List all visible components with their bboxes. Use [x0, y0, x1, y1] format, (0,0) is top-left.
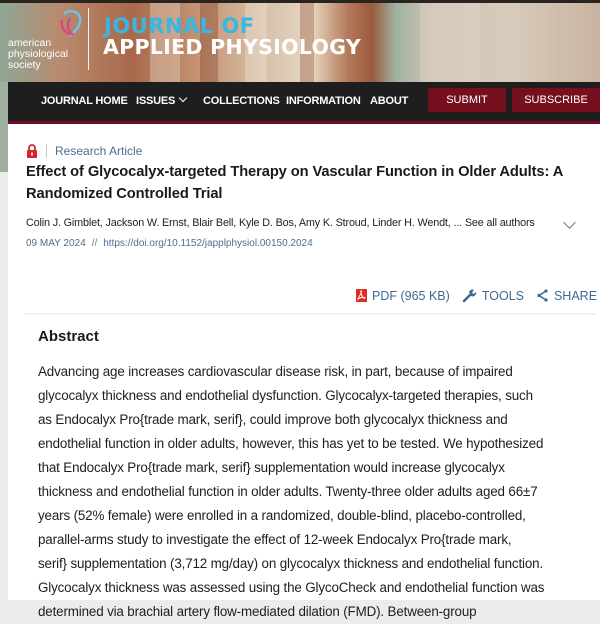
pdf-icon	[356, 289, 367, 302]
nav-issues[interactable]	[136, 95, 186, 107]
wrench-icon	[462, 288, 477, 303]
abstract-line: years (52% female) were enrolled in a randomized, double-blind, placebo-controlled,	[38, 508, 526, 523]
banner-art	[420, 0, 480, 82]
chevron-down-icon[interactable]	[563, 216, 576, 229]
nav-collections[interactable]: COLLECTIONS	[203, 95, 280, 107]
society-logo[interactable]	[8, 8, 88, 74]
abstract-text	[38, 360, 598, 624]
abstract-line: parallel-arms study to investigate the effect of 12-week Endocalyx Pro{trade mark,	[38, 532, 512, 547]
journal-title-line2[interactable]: APPLIED PHYSIOLOGY	[103, 35, 361, 59]
tools-label: TOOLS	[481, 288, 524, 303]
journal-banner	[0, 0, 600, 82]
abstract-line: Advancing age increases cardiovascular disease risk, in part, because of impaired	[38, 364, 513, 379]
abstract-line: as Endocalyx Pro{trade mark, serif}, could improve both glycocalyx thickness and	[38, 412, 508, 427]
lock-icon	[26, 144, 38, 158]
abstract-heading: Abstract	[38, 328, 99, 345]
subscribe-button[interactable]: SUBSCRIBE	[512, 88, 600, 112]
share-button[interactable]	[536, 289, 597, 303]
chevron-down-icon	[179, 94, 187, 102]
pdf-button[interactable]	[356, 289, 450, 303]
abstract-line: that Endocalyx Pro{trade mark, serif} supplementation would increase glycocalyx	[38, 460, 505, 475]
article-type-row	[26, 144, 142, 158]
meta-separator: //	[91, 238, 98, 249]
author-list[interactable]: Colin J. Gimblet, Jackson W. Ernst, Blair Bell, Kyle D. Bos, Amy K. Stroud, Linder H. Wendt, ... See all authors	[26, 217, 535, 229]
article-type-label[interactable]: Research Article	[55, 144, 143, 158]
nav-issues-label: ISSUES	[136, 95, 176, 107]
tools-button[interactable]	[462, 288, 524, 303]
society-name-line: american	[8, 37, 52, 49]
abstract-line: endothelial function in older adults, however, this has yet to be tested. We hypothesized	[38, 436, 544, 451]
share-label: SHARE	[553, 288, 598, 303]
article-card	[8, 124, 600, 619]
type-separator	[46, 144, 47, 158]
article-meta	[26, 238, 313, 249]
nav-information[interactable]: INFORMATION	[286, 95, 361, 107]
abstract-line: thickness and endothelial function in older adults. Twenty-three older adults aged 66±7	[38, 484, 538, 499]
society-name-line: physiological	[8, 48, 69, 60]
logo-divider	[88, 8, 89, 70]
background-art-edge	[0, 82, 8, 172]
nav-about[interactable]: ABOUT	[370, 95, 409, 107]
share-icon	[536, 289, 549, 302]
nav-journal-home[interactable]: JOURNAL HOME	[41, 95, 128, 107]
article-tools	[356, 288, 600, 303]
society-name-line: society	[8, 59, 41, 71]
article-title: Effect of Glycocalyx-targeted Therapy on Vascular Function in Older Adults: A Randomized Controlled Trial	[26, 164, 563, 202]
journal-title-line1[interactable]: JOURNAL OF	[104, 14, 255, 38]
publication-date: 09 MAY 2024	[26, 238, 86, 249]
doi-link[interactable]: https://doi.org/10.1152/japplphysiol.00150.2024	[103, 238, 313, 249]
pdf-label: PDF (965 KB)	[372, 288, 450, 303]
section-divider	[24, 313, 596, 315]
main-nav	[8, 82, 600, 124]
abstract-line: determined via brachial artery flow-mediated dilation (FMD). Between-group	[38, 604, 477, 619]
banner-top-border	[0, 0, 600, 3]
abstract-line: glycocalyx thickness and endothelial dysfunction. Glycocalyx-targeted therapies, such	[38, 388, 533, 403]
society-logo-mark-icon	[58, 10, 84, 40]
abstract-line: Glycocalyx thickness was assessed using the GlycoCheck and endothelial function was	[38, 580, 545, 595]
abstract-line: serif} supplementation (3,712 mg/day) on glycocalyx thickness and endothelial function.	[38, 556, 544, 571]
submit-button[interactable]: SUBMIT	[428, 88, 506, 112]
